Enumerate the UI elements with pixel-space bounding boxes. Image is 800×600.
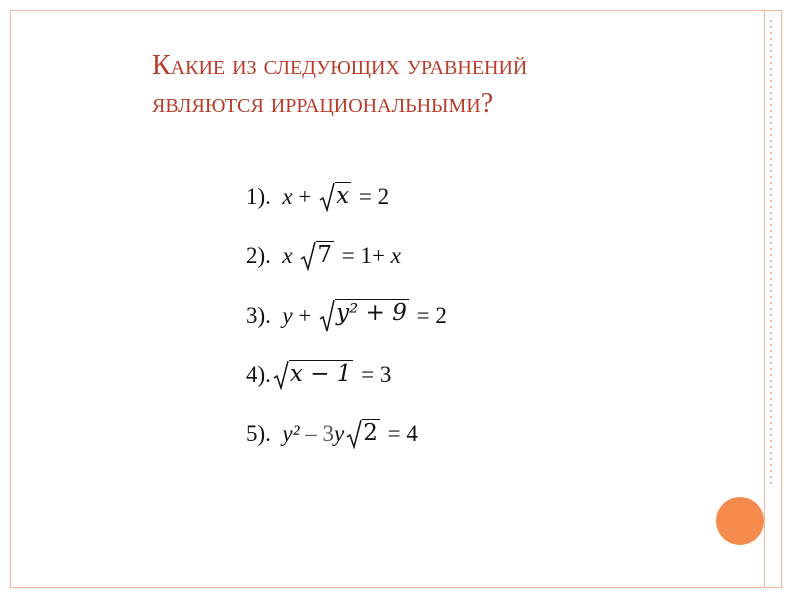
slide-title (152, 47, 672, 123)
equation-rest: = 4 (381, 421, 418, 446)
radicand: 2 (363, 420, 378, 446)
variable: y (334, 421, 345, 446)
equation-number: 3). (246, 303, 271, 328)
variable: x (282, 184, 293, 209)
equation-number: 1). (246, 184, 271, 209)
strip-line (764, 10, 765, 588)
variable: y² (282, 421, 300, 446)
equation-number: 2). (246, 243, 271, 268)
equation-5 (246, 419, 418, 449)
equation-rest: = 2 (410, 303, 447, 328)
square-root (346, 419, 380, 449)
equation-3 (246, 299, 447, 333)
strip-dots (770, 18, 772, 488)
title-line-2: являются иррациональными? (152, 88, 494, 119)
radicand: 7 (317, 242, 333, 268)
orange-circle-decoration (716, 497, 764, 545)
equation-4 (246, 360, 391, 390)
variable: y (282, 303, 293, 328)
equation-2 (246, 241, 401, 271)
variable: x (282, 243, 293, 268)
radicand: x − 1 (289, 361, 352, 387)
equation-number: 5). (246, 421, 271, 446)
operator: + (292, 184, 318, 209)
square-root (273, 360, 354, 390)
right-decorative-strip (764, 10, 778, 588)
title-line-1: Какие из следующих уравнений (152, 50, 528, 81)
operator: – 3 (299, 421, 335, 446)
square-root (319, 182, 351, 212)
equation-1 (246, 182, 389, 212)
variable: x (390, 243, 401, 268)
operator: + (292, 303, 318, 328)
radicand: y² + 9 (336, 300, 407, 326)
equation-rest: = 2 (353, 184, 390, 209)
square-root (319, 299, 409, 333)
radicand: x (336, 183, 350, 209)
equation-number: 4). (246, 362, 271, 387)
equation-rest: = 3 (355, 362, 392, 387)
square-root (300, 241, 334, 271)
equation-rest: = 1+ (336, 243, 391, 268)
